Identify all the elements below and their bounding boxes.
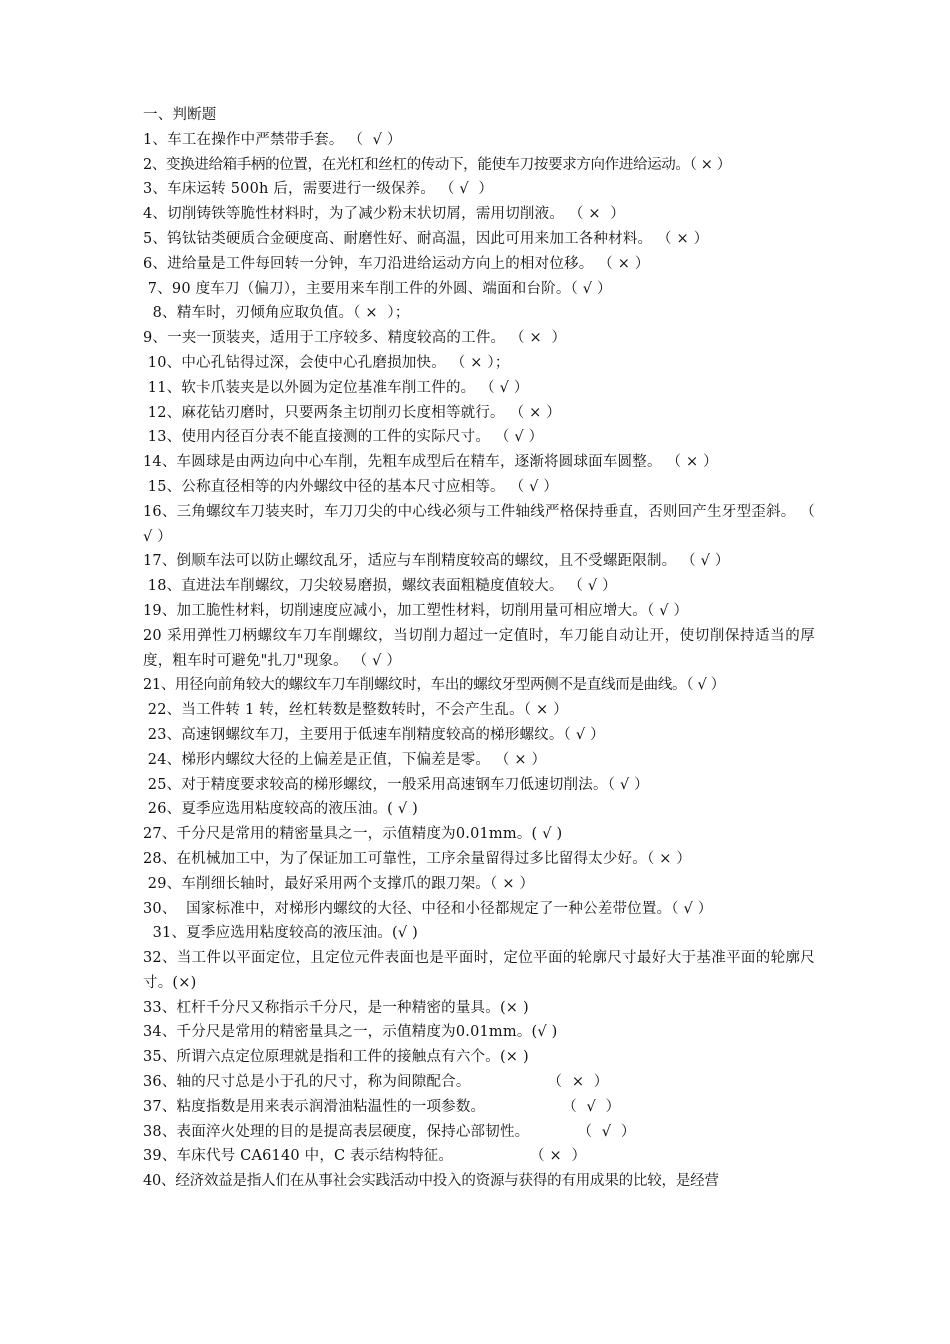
question-item: 37、粘度指数是用来表示润滑油粘温性的一项参数。 （ √ ）: [143, 1098, 621, 1115]
question-item: 35、所谓六点定位原理就是指和工件的接触点有六个。(× ): [143, 1049, 529, 1066]
question-item: 14、车圆球是由两边向中心车削，先粗车成型后在精车，逐渐将圆球面车圆整。 （ × ）: [143, 454, 718, 471]
question-item: 25、对于精度要求较高的梯形螺纹，一般采用高速钢车刀低速切削法。（ √ ）: [143, 776, 649, 793]
question-item: 21、用径向前角较大的螺纹车刀车削螺纹时，车出的螺纹牙型两侧不是直线而是曲线。（ √ ）: [143, 677, 725, 694]
question-item: 4、切削铸铁等脆性材料时，为了减少粉末状切屑，需用切削液。 （ × ）: [143, 206, 626, 223]
question-item: 1、车工在操作中严禁带手套。 （ √ ）: [143, 131, 402, 148]
question-item: 29、车削细长轴时，最好采用两个支撑爪的跟刀架。（ × ）: [143, 875, 535, 892]
question-item: 12、麻花钻刃磨时，只要两条主切削刃长度相等就行。 （ × ）: [143, 404, 561, 421]
question-item: 34、千分尺是常用的精密量具之一，示值精度为0.01mm。(√ ): [143, 1024, 558, 1041]
question-list: [143, 103, 815, 1194]
question-item: 18、直进法车削螺纹，刀尖较易磨损，螺纹表面粗糙度值较大。 （ √ ）: [143, 578, 617, 595]
question-item: 24、梯形内螺纹大径的上偏差是正值，下偏差是零。 （ × ）: [143, 751, 547, 768]
question-item: 38、表面淬火处理的目的是提高表层硬度，保持心部韧性。 （ √ ）: [143, 1123, 636, 1140]
question-item: 17、倒顺车法可以防止螺纹乱牙，适应与车削精度较高的螺纹，且不受螺距限制。 （ √ ）: [143, 553, 730, 570]
question-item: 5、钨钛钴类硬质合金硬度高、耐磨性好、耐高温，因此可用来加工各种材料。 （ × ）: [143, 230, 709, 247]
question-item: 39、车床代号 CA6140 中，C 表示结构特征。 （ × ）: [143, 1148, 587, 1165]
question-item: 7、90 度车刀（偏刀），主要用来车削工件的外圆、端面和台阶。（ √ ）: [143, 280, 612, 297]
question-item: 40、经济效益是指人们在从事社会实践活动中投入的资源与获得的有用成果的比较，是经营: [143, 1173, 719, 1190]
question-item: 11、软卡爪装夹是以外圆为定位基准车削工件的。 （ √ ）: [143, 379, 529, 396]
question-item: 6、进给量是工件每回转一分钟，车刀沿进给运动方向上的相对位移。 （ × ）: [143, 255, 650, 272]
section-title: 一、判断题: [143, 107, 217, 123]
question-item: 36、轴的尺寸总是小于孔的尺寸，称为间隙配合。 （ × ）: [143, 1074, 609, 1091]
question-item: 10、中心孔钻得过深，会使中心孔磨损加快。 （ × ）；: [143, 354, 510, 371]
question-item: 26、夏季应选用粘度较高的液压油。( √ ): [143, 801, 418, 818]
question-item: 8、精车时，刃倾角应取负值。（ × ）；: [143, 305, 410, 322]
question-item: 16、三角螺纹车刀装夹时，车刀刀尖的中心线必须与工件轴线严格保持垂直，否则回产生牙型歪斜。 （ √ ）: [143, 503, 815, 545]
question-item: 23、高速钢螺纹车刀，主要用于低速车削精度较高的梯形螺纹。（ √ ）: [143, 726, 605, 743]
question-item: 28、在机械加工中，为了保证加工可靠性，工序余量留得过多比留得太少好。（ × ）: [143, 850, 692, 867]
question-item: 13、使用内径百分表不能直接测的工件的实际尺寸。 （ √ ）: [143, 429, 544, 446]
question-item: 2、变换进给箱手柄的位置，在光杠和丝杠的传动下，能使车刀按要求方向作进给运动。（ × ）: [143, 156, 731, 173]
question-item: 19、加工脆性材料，切削速度应减小，加工塑性材料，切削用量可相应增大。（ √ ）: [143, 602, 689, 619]
question-item: 30、 国家标准中，对梯形内螺纹的大径、中径和小径都规定了一种公差带位置。（ √ ）: [143, 900, 713, 917]
question-item: 27、千分尺是常用的精密量具之一，示值精度为0.01mm。( √ ): [143, 826, 563, 843]
question-item: 22、当工件转 1 转，丝杠转数是整数转时，不会产生乱。（ × ）: [143, 702, 568, 719]
question-item: 9、一夹一顶装夹，适用于工序较多、精度较高的工件。 （ × ）: [143, 330, 567, 347]
question-item: 32、当工件以平面定位，且定位元件表面也是平面时，定位平面的轮廓尺寸最好大于基准平面的轮廓尺寸。(×): [143, 950, 815, 991]
question-item: 15、公称直径相等的内外螺纹中径的基本尺寸应相等。 （ √ ）: [143, 478, 559, 495]
question-item: 20 采用弹性刀柄螺纹车刀车削螺纹，当切削力超过一定值时，车刀能自动让开，使切削保持适当的厚度，粗车时可避免"扎刀"现象。 （ √ ）: [143, 627, 815, 669]
question-item: 33、杠杆千分尺又称指示千分尺，是一种精密的量具。(× ): [143, 999, 529, 1016]
question-item: 31、夏季应选用粘度较高的液压油。(√ ): [143, 925, 418, 942]
question-item: 3、车床运转 500h 后，需要进行一级保养。 （ √ ）: [143, 181, 494, 198]
